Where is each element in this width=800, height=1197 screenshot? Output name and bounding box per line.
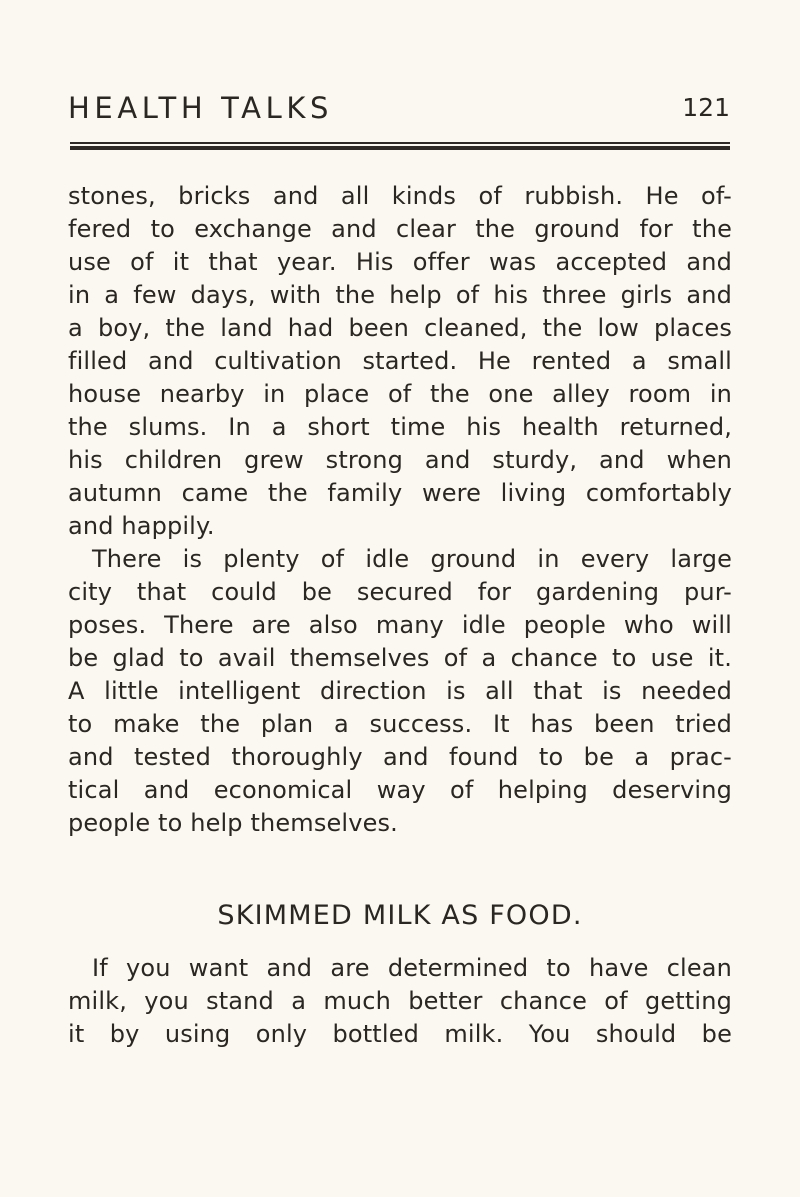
text-line: If you want and are determined to have clean	[92, 954, 732, 982]
body-text	[68, 180, 732, 840]
text-line: stones, bricks and all kinds of rubbish. He of-	[68, 182, 732, 210]
text-line: to make the plan a success. It has been tried	[68, 710, 732, 738]
page-number: 121	[682, 93, 730, 122]
text-line: fered to exchange and clear the ground for the	[68, 215, 732, 243]
text-line: use of it that year. His offer was accepted and	[68, 248, 732, 276]
paragraph-idle-ground	[68, 543, 732, 840]
paragraph-skimmed-milk	[68, 952, 732, 1051]
text-line: it by using only bottled milk. You should be	[68, 1020, 732, 1048]
text-line: in a few days, with the help of his three girls and	[68, 281, 732, 309]
section-heading: SKIMMED MILK AS FOOD.	[217, 900, 583, 931]
text-line: filled and cultivation started. He rented a small	[68, 347, 732, 375]
text-line: and tested thoroughly and found to be a prac-	[68, 743, 732, 771]
text-line: tical and economical way of helping deserving	[68, 776, 732, 804]
text-line: city that could be secured for gardening pur-	[68, 578, 732, 606]
text-line: milk, you stand a much better chance of getting	[68, 987, 732, 1015]
text-line: autumn came the family were living comfortably	[68, 479, 732, 507]
text-line: a boy, the land had been cleaned, the low places	[68, 314, 732, 342]
page-header	[68, 88, 730, 128]
text-line: his children grew strong and sturdy, and when	[68, 446, 732, 474]
running-head: HEALTH TALKS	[68, 91, 333, 125]
text-line: and happily.	[68, 512, 215, 540]
text-line: house nearby in place of the one alley room in	[68, 380, 732, 408]
header-rule-thin	[70, 142, 730, 144]
text-line: A little intelligent direction is all that is needed	[68, 677, 732, 705]
header-rule-thick	[70, 146, 730, 150]
paragraph-continued	[68, 180, 732, 543]
text-line: be glad to avail themselves of a chance to use it.	[68, 644, 732, 672]
text-line: the slums. In a short time his health returned,	[68, 413, 732, 441]
text-line: poses. There are also many idle people who will	[68, 611, 732, 639]
text-line: people to help themselves.	[68, 809, 398, 837]
text-line: There is plenty of idle ground in every large	[92, 545, 732, 573]
